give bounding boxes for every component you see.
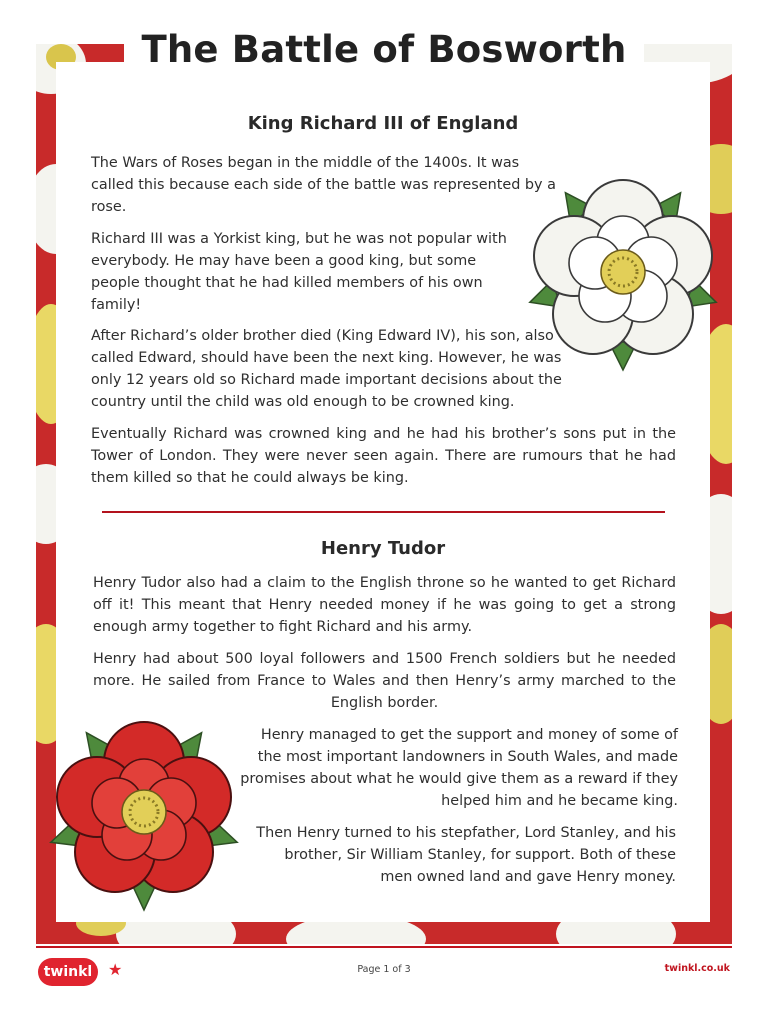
star-icon: ★ [108,960,123,979]
site-link[interactable]: twinkl.co.uk [664,963,730,974]
red-rose-icon [34,712,254,912]
footer-divider [36,946,732,948]
paragraph: Richard III was a Yorkist king, but he was not popular with everybody. He may have been a good king, but some people thought that he had killed members of his own family! [91,231,507,313]
paragraph: Then Henry turned to his stepfather, Lord Stanley, and his brother, Sir William Stanley, for support. Both of these men owned land and gave Henry money. [256,825,676,885]
section-heading-richard: King Richard III of England [247,113,519,134]
paragraph: Henry Tudor also had a claim to the English throne so he wanted to get Richard off it! This meant that Henry needed money if he was going to get a strong enough army together to fight Richard and his army. [93,575,676,635]
twinkl-logo[interactable]: twinkl [38,958,98,986]
section-heading-henry: Henry Tudor [320,538,446,559]
section-divider [102,511,665,513]
paragraph: Eventually Richard was crowned king and he had his brother’s sons put in the Tower of London. They were never seen again. There are rumours that he had them killed so that he could always be king. [91,426,676,486]
paragraph: The Wars of Roses began in the middle of the 1400s. It was called this because each side of the battle was represented by a rose. [91,155,556,215]
page-number: Page 1 of 3 [357,964,411,975]
paragraph: After Richard’s older brother died (King Edward IV), his son, also called Edward, should have been the next king. However, he was only 12 years old so Richard made important decisions about the country until the child was old enough to be crowned king. [91,328,562,410]
paragraph: Henry had about 500 loyal followers and 1500 French soldiers but he needed more. He sailed from France to Wales and then Henry’s army marched to the English border. [93,651,676,711]
white-rose-icon [518,172,728,372]
page-title: The Battle of Bosworth [124,28,644,71]
paragraph: Henry managed to get the support and money of some of the most important landowners in South Wales, and made promises about what he would give them as a reward if they helped him and he became king. [240,727,678,809]
